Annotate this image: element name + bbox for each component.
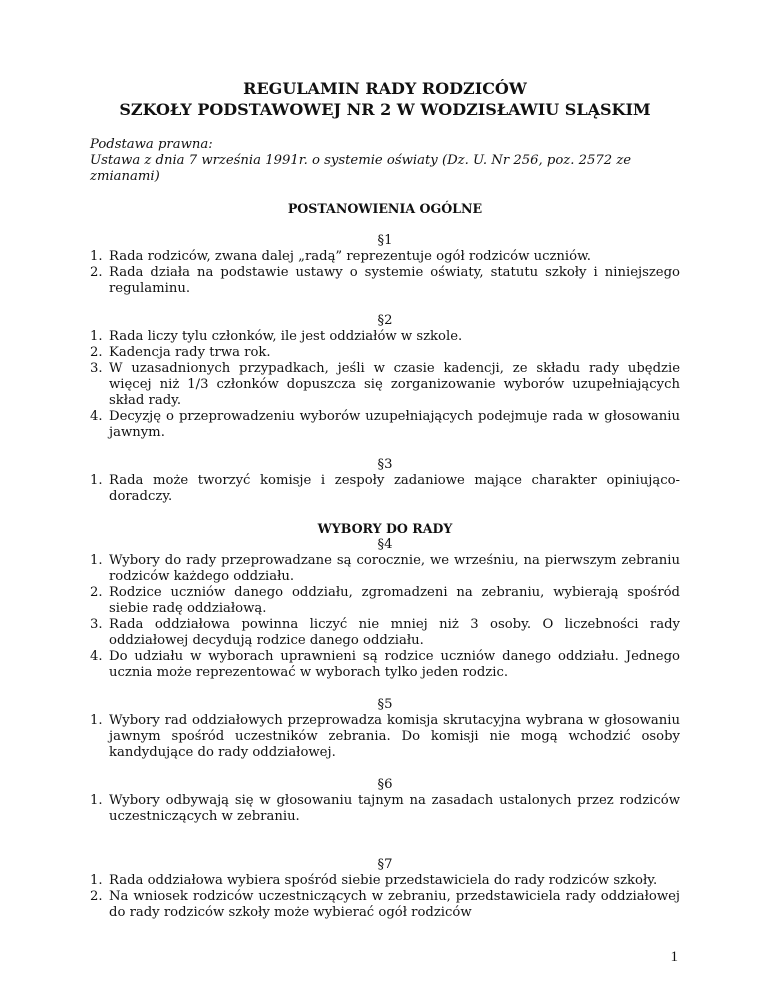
legal-basis-label: Podstawa prawna: <box>90 137 213 152</box>
paragraph-5-list <box>90 713 680 761</box>
list-item: 3. W uzasadnionych przypadkach, jeśli w czasie kadencji, ze składu rady ubędzie więcej niż 1/3 członków dopuszcza się zorganizowanie wyborów uzupełniających skład rady. <box>90 361 680 408</box>
list-item: 2. Rodzice uczniów danego oddziału, zgromadzeni na zebraniu, wybierają spośród siebie radę oddziałową. <box>90 585 680 616</box>
paragraph-7-list <box>90 873 680 921</box>
paragraph-mark: §3 <box>377 457 393 472</box>
section-heading-elections: WYBORY DO RADY <box>317 521 453 536</box>
list-item: 1. Wybory odbywają się w głosowaniu tajnym na zasadach ustalonych przez rodziców uczestniczących w zebraniu. <box>90 793 680 824</box>
paragraph-3-list <box>90 473 680 505</box>
list-item: 1. Rada rodziców, zwana dalej „radą” reprezentuje ogół rodziców uczniów. <box>90 249 591 264</box>
paragraph-mark: §5 <box>377 697 393 712</box>
list-item: 2. Na wniosek rodziców uczestniczących w zebraniu, przedstawiciela rady oddziałowej do rady rodziców szkoły może wybierać ogół rodziców <box>90 889 680 920</box>
paragraph-mark: §1 <box>377 233 393 248</box>
list-item: 1. Rada może tworzyć komisje i zespoły zadaniowe mające charakter opiniująco-doradczy. <box>90 473 680 504</box>
paragraph-4-list <box>90 553 680 681</box>
paragraph-2-list <box>90 329 680 441</box>
list-item: 1. Rada liczy tylu członków, ile jest oddziałów w szkole. <box>90 329 463 344</box>
title-line-2: SZKOŁY PODSTAWOWEJ NR 2 W WODZISŁAWIU SLĄSKIM <box>119 100 651 119</box>
list-item: 2. Kadencja rady trwa rok. <box>90 345 271 360</box>
paragraph-6-list <box>90 793 680 825</box>
list-item: 3. Rada oddziałowa powinna liczyć nie mniej niż 3 osoby. O liczebności rady oddziałowej decydują rodzice danego oddziału. <box>90 617 680 648</box>
legal-basis-text: Ustawa z dnia 7 września 1991r. o systemie oświaty (Dz. U. Nr 256, poz. 2572 ze zmianami) <box>90 153 632 184</box>
page-number: 1 <box>670 949 678 965</box>
list-item: 1. Rada oddziałowa wybiera spośród siebie przedstawiciela do rady rodziców szkoły. <box>90 873 658 888</box>
paragraph-mark: §2 <box>377 313 393 328</box>
paragraph-mark: §7 <box>377 857 393 872</box>
list-item: 1. Wybory rad oddziałowych przeprowadza komisja skrutacyjna wybrana w głosowaniu jawnym spośród uczestników zebrania. Do komisji nie mogą wchodzić osoby kandydujące do rady oddziałowej. <box>90 713 680 760</box>
paragraph-mark: §4 <box>377 537 393 552</box>
paragraph-mark: §6 <box>377 777 393 792</box>
list-item: 4. Decyzję o przeprowadzeniu wyborów uzupełniających podejmuje rada w głosowaniu jawnym. <box>90 409 680 440</box>
section-heading-general: POSTANOWIENIA OGÓLNE <box>287 201 483 216</box>
list-item: 1. Wybory do rady przeprowadzane są corocznie, we wrześniu, na pierwszym zebraniu rodziców każdego oddziału. <box>90 553 680 584</box>
document-title <box>90 78 680 120</box>
paragraph-1-list <box>90 249 680 297</box>
list-item: 4. Do udziału w wyborach uprawnieni są rodzice uczniów danego oddziału. Jednego ucznia może reprezentować w wyborach tylko jeden rodzic. <box>90 649 680 680</box>
list-item: 2. Rada działa na podstawie ustawy o systemie oświaty, statutu szkoły i niniejszego regulaminu. <box>90 265 680 296</box>
title-line-1: REGULAMIN RADY RODZICÓW <box>243 79 527 98</box>
